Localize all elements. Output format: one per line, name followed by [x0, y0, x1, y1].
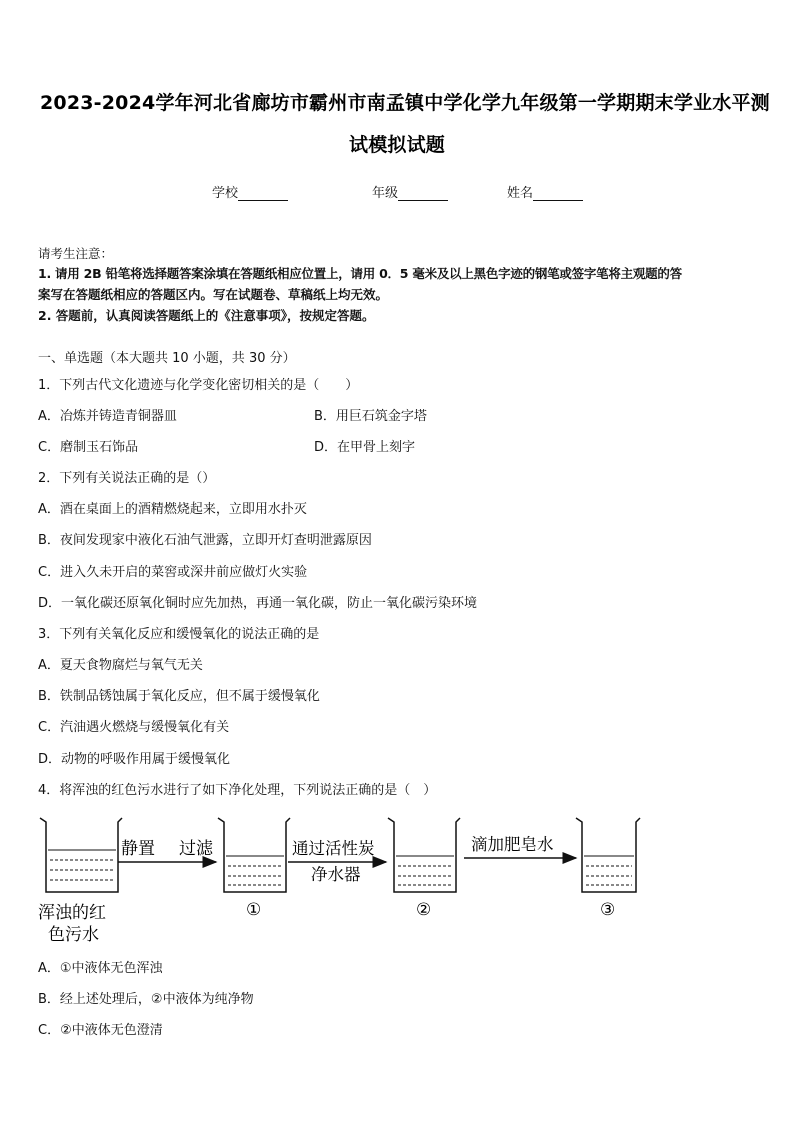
school-blank: [238, 187, 288, 201]
grade-label: 年级: [372, 186, 399, 201]
notes-item-2: 2. 答题前，认真阅读答题纸上的《注意事项》，按规定答题。: [38, 308, 375, 323]
option-a: A．酒在桌面上的酒精燃烧起来，立即用水扑灭: [38, 502, 307, 517]
name-field: [507, 182, 583, 201]
option-c: C．②中液体无色澄清: [38, 1023, 163, 1038]
option-b: B．经上述处理后，②中液体为纯净物: [38, 992, 254, 1007]
school-label: 学校: [212, 186, 239, 201]
option-b: B．铁制品锈蚀属于氧化反应，但不属于缓慢氧化: [38, 689, 320, 704]
beaker-2: [388, 818, 460, 892]
page-title-line2: 试模拟试题: [349, 134, 446, 156]
notes-heading: 请考生注意：: [38, 246, 114, 261]
beaker-3: [576, 818, 640, 892]
question-stem: 3．下列有关氧化反应和缓慢氧化的说法正确的是: [38, 627, 320, 642]
section-heading: 一、单选题（本大题共 10 小题，共 30 分）: [38, 351, 296, 366]
notes-item-1-cont: 案写在答题纸相应的答题区内。写在试题卷、草稿纸上均无效。: [38, 287, 389, 302]
name-label: 姓名: [507, 186, 534, 201]
question-stem: 2．下列有关说法正确的是（）: [38, 471, 216, 486]
option-d: D．一氧化碳还原氧化铜时应先加热，再通一氧化碳，防止一氧化碳污染环境: [38, 596, 478, 611]
step-label-filter: 过滤: [179, 839, 213, 859]
option-c: C．汽油遇火燃烧与缓慢氧化有关: [38, 720, 230, 735]
purification-diagram: [30, 806, 660, 948]
option-b: B．用巨石筑金字塔: [314, 409, 427, 424]
option-b: B．夜间发现家中液化石油气泄露，立即开灯查明泄露原因: [38, 533, 372, 548]
beaker-start: [40, 818, 122, 892]
option-d: D．在甲骨上刻字: [314, 440, 416, 455]
step-label-purifier: 净水器: [311, 865, 361, 884]
question-stem: 1．下列古代文化遗迹与化学变化密切相关的是（ ）: [38, 378, 359, 393]
grade-field: [372, 182, 448, 201]
option-d: D．动物的呼吸作用属于缓慢氧化: [38, 752, 231, 767]
option-a: A．冶炼并铸造青铜器皿: [38, 409, 177, 424]
start-label: 浑浊的红: [38, 903, 106, 923]
start-label-cont: 色污水: [48, 925, 99, 945]
question-stem: 4．将浑浊的红色污水进行了如下净化处理，下列说法正确的是（ ）: [38, 783, 437, 798]
option-a: A．夏天食物腐烂与氧气无关: [38, 658, 203, 673]
option-a: A．①中液体无色浑浊: [38, 961, 163, 976]
beaker-3-label: ③: [600, 900, 616, 920]
page-title: 2023-2024学年河北省廊坊市霸州市南孟镇中学化学九年级第一学期期末学业水平测: [40, 92, 770, 114]
option-c: C．进入久未开启的菜窖或深井前应做灯火实验: [38, 565, 308, 580]
step-label-soapy-water: 滴加肥皂水: [471, 835, 554, 854]
beaker-1: [218, 818, 290, 892]
grade-blank: [398, 187, 448, 201]
school-field: [212, 182, 288, 201]
name-blank: [533, 187, 583, 201]
beaker-2-label: ②: [416, 900, 432, 920]
notes-item-1: 1. 请用 2B 铅笔将选择题答案涂填在答题纸相应位置上，请用 0．5 毫米及以上黑色字迹的钢笔或签字笔将主观题的答: [38, 266, 682, 281]
beaker-1-label: ①: [246, 900, 262, 920]
option-c: C．磨制玉石饰品: [38, 440, 139, 455]
step-label-carbon: 通过活性炭: [292, 839, 375, 858]
step-label-settle: 静置: [121, 839, 155, 859]
